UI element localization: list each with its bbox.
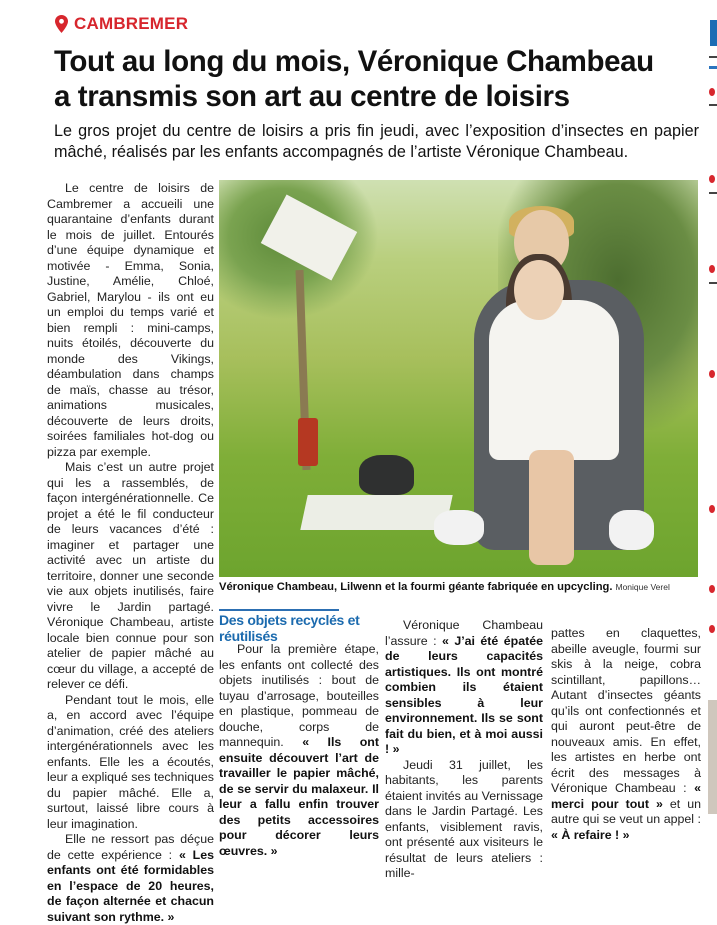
- adjacent-red-marker: [709, 265, 715, 273]
- headline: [54, 44, 704, 114]
- quote: « À refaire ! »: [551, 827, 630, 842]
- subhead-divider: [219, 609, 339, 611]
- body-column-4: [551, 626, 701, 843]
- location-kicker: [55, 14, 188, 34]
- paragraph-text: pattes en claquettes, abeille aveugle, fourmi sur skis à la neige, cobra scintillant, papillons… Autant d’insectes géants qu’ils ont confectionnés et qui auront peut-être de nouveaux amis. En effet, les artistes en herbe ont écrit des messages à Véronique Chambeau :: [551, 626, 701, 795]
- paragraph: [385, 618, 543, 758]
- headline-line-2: a transmis son art au centre de loisirs: [54, 80, 570, 113]
- photo-shoe-left: [434, 510, 484, 545]
- paragraph-text: et un autre qui se veut un appel :: [551, 796, 701, 826]
- photo-red-tube: [298, 418, 318, 466]
- paragraph: Pendant tout le mois, elle a, en accord avec l’équipe d’animation, créé des ateliers intergénérationnels avec les enfants. Elle les a écoutés, leur a expliqué ses techniques du papier mâché. Elle a, surtout, laissé libre cours à leur imagination.: [47, 692, 214, 831]
- adjacent-red-marker: [709, 625, 715, 633]
- adjacent-text-fragment: [709, 56, 717, 58]
- photo-giant-ant-sculpture: [359, 455, 414, 495]
- photo-shoe-right: [609, 510, 654, 550]
- adjacent-red-marker: [709, 505, 715, 513]
- photo-girl-legs: [529, 450, 574, 565]
- photo-caption: [219, 580, 709, 595]
- location-label: CAMBREMER: [74, 14, 189, 33]
- paragraph-intro: Véronique Chambeau l’assure :: [385, 618, 543, 648]
- adjacent-red-marker: [709, 88, 715, 96]
- adjacent-text-fragment: [709, 104, 717, 106]
- body-column-2: [219, 642, 379, 859]
- adjacent-text-fragment: [709, 66, 717, 69]
- paragraph: [219, 642, 379, 859]
- paragraph-intro: Pour la première étape, les enfants ont collecté des objets inutilisés : bout de tuyau d’arrosage, bouteilles en plastique, pommeau de douche, corps de mannequin.: [219, 642, 379, 749]
- paragraph: [551, 626, 701, 843]
- quote: « merci pour tout »: [551, 781, 701, 811]
- adjacent-blue-block: [710, 20, 717, 46]
- paragraph: Mais c’est un autre projet qui les a rassemblés, de façon intergénérationnelle. Ce projet a été le fil conducteur de leurs vacances d’été : imaginer et partager une activité avec un artiste du territoire, donner une seconde vie aux objets inutilisés, faire vivre le Jardin partagé. Véronique Chambeau, artiste locale bien connue pour son atelier de papier mâché au cœur du village, a accepté de relever ce défi.: [47, 460, 214, 691]
- quote: « Ils ont ensuite découvert l’art de travailler le papier mâché, de se servir du malaxeur. Il leur a fallu enfin trouver des petits accessoires pour décorer leurs œuvres. »: [219, 735, 379, 858]
- adjacent-red-marker: [709, 175, 715, 183]
- photo-girl-head: [514, 260, 564, 320]
- article-photo: [219, 180, 698, 577]
- adjacent-red-marker: [709, 370, 715, 378]
- photo-girl: [489, 300, 619, 460]
- paragraph: Jeudi 31 juillet, les habitants, les parents étaient invités au Vernissage dans le Jardin Partagé. Les enfants, visiblement ravis, ont présenté aux visiteurs le résultat de leurs ateliers : mille-: [385, 757, 543, 880]
- quote: « J’ai été épatée de leurs capacités artistiques. Ils ont montré combien ils étaient sensibles à leur environnement. Ils se sont fait du bien, et à moi aussi ! »: [385, 633, 543, 756]
- quote: « Les enfants ont été formidables en l’espace de 20 heures, de façon alternée et chacun suivant son rythme. »: [47, 847, 214, 924]
- paragraph-intro: Elle ne ressort pas déçue de cette expérience :: [47, 832, 214, 862]
- adjacent-text-fragment: [709, 192, 717, 194]
- map-pin-icon: [55, 15, 68, 33]
- adjacent-column-clipped: [706, 0, 717, 814]
- adjacent-text-fragment: [709, 282, 717, 284]
- caption-text: Véronique Chambeau, Lilwenn et la fourmi géante fabriquée en upcycling.: [219, 581, 613, 593]
- body-column-1: [47, 181, 214, 925]
- photo-credit: Monique Verel: [615, 582, 670, 592]
- paragraph: [47, 832, 214, 925]
- adjacent-photo-fragment: [708, 700, 717, 814]
- paragraph: Le centre de loisirs de Cambremer a accueili une quarantaine d’enfants durant le mois de juillet. Entourés d’une équipe dynamique et motivée - Emma, Sonia, Justine, Amélie, Chloé, Gabriel, Marylou - ils ont eu un emploi du temps varié et bien rempli : mini-camps, nuits étoilés, découverte du monde des Vikings, déambulation dans champs de maïs, chasse au trésor, animations musicales, découverte de leurs droits, soirées familiales hot-dog ou pizza par exemple.: [47, 181, 214, 459]
- adjacent-red-marker: [709, 585, 715, 593]
- headline-line-1: Tout au long du mois, Véronique Chambeau: [54, 45, 654, 78]
- subhead: Des objets recyclés et réutilisés: [219, 612, 360, 644]
- photo-paper: [300, 495, 452, 530]
- article-lead: Le gros projet du centre de loisirs a pris fin jeudi, avec l’exposition d’insectes en papier mâché, réalisés par les enfants accompagnés de l’artiste Véronique Chambeau.: [54, 122, 699, 161]
- body-column-3: [385, 618, 543, 882]
